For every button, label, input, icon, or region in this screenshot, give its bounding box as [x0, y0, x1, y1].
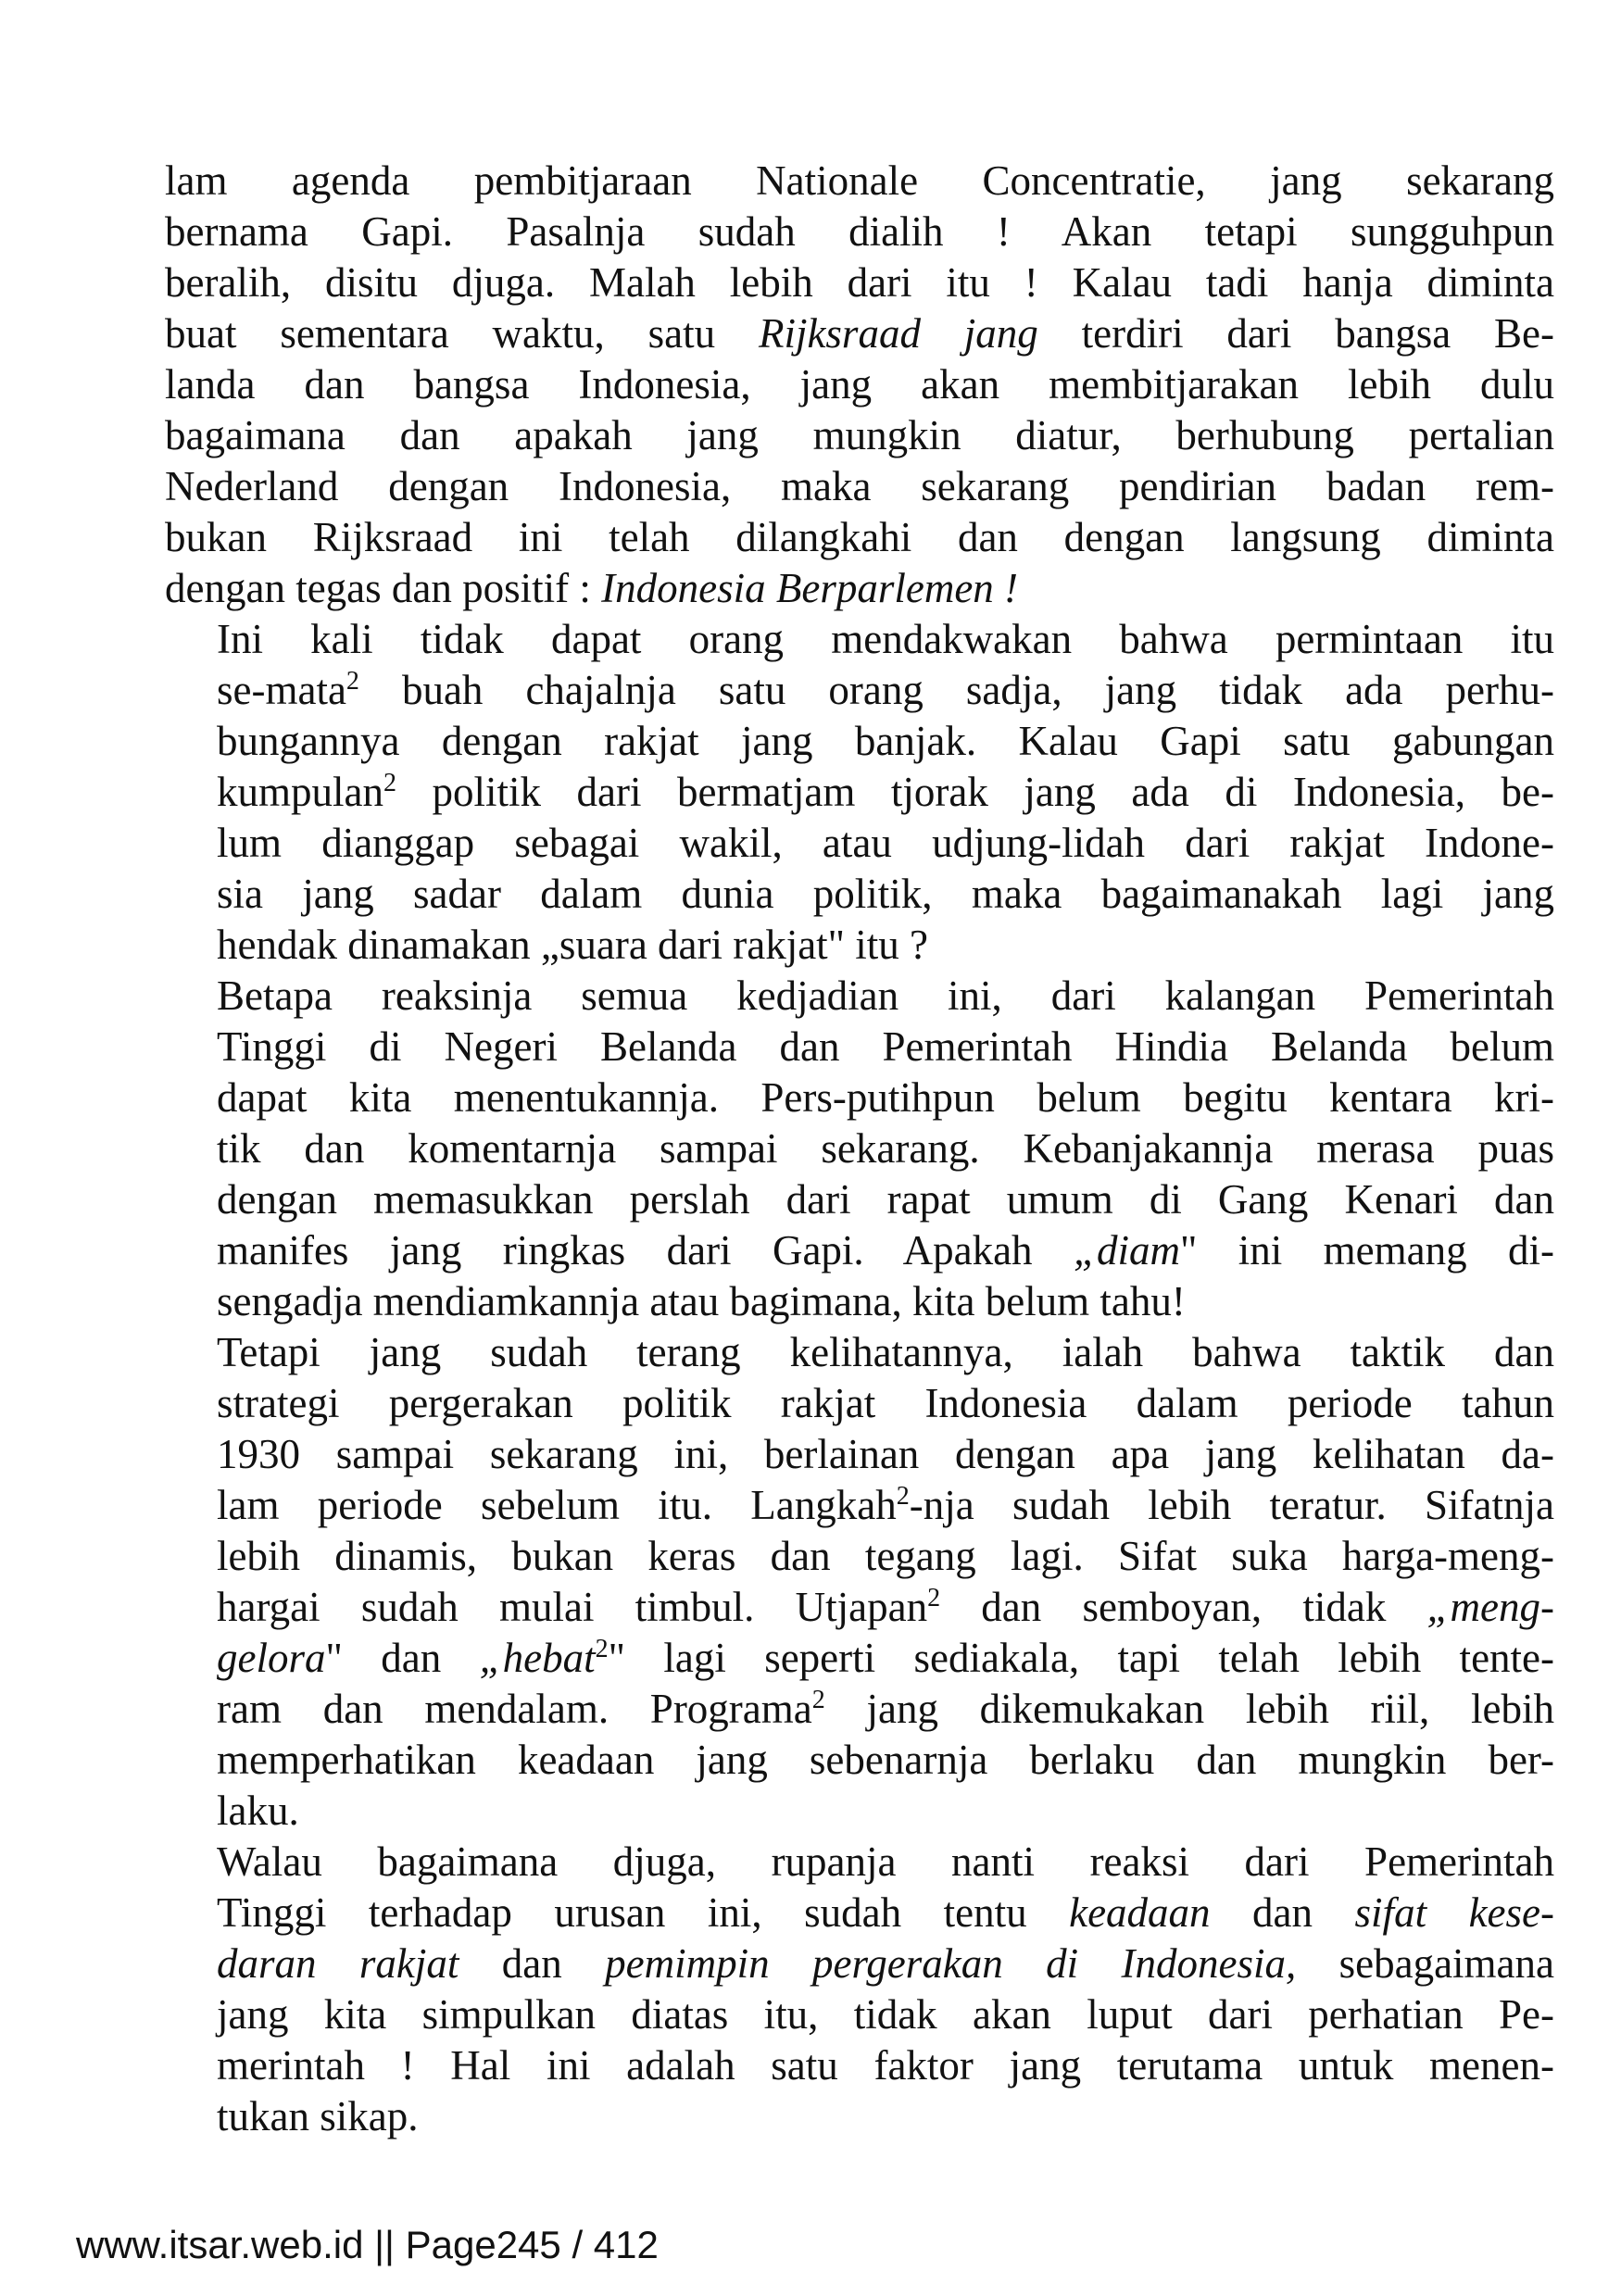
- superscript: 2: [595, 1635, 609, 1663]
- superscript: 2: [811, 1686, 825, 1714]
- text-run: bernama Gapi. Pasalnja sudah dialih ! Akan tetapi sungguhpun: [165, 208, 1554, 255]
- text-run: lam periode sebelum itu. Langkah: [217, 1482, 897, 1528]
- text-run: sia jang sadar dalam dunia politik, maka bagaimanakah lagi jang: [217, 871, 1554, 917]
- text-run: terdiri dari bangsa Be-: [1037, 310, 1555, 357]
- text-run: 1930 sampai sekarang ini, berlainan dengan apa jang kelihatan da-: [217, 1431, 1554, 1477]
- text-run: jang kita simpulkan diatas itu, tidak akan luput dari perhatian Pe-: [217, 1991, 1554, 2038]
- text-run: Tetapi jang sudah terang kelihatannya, ialah bahwa taktik dan: [217, 1329, 1554, 1375]
- text-run: lum dianggap sebagai wakil, atau udjung-lidah dari rakjat Indone-: [217, 820, 1554, 866]
- superscript: 2: [383, 769, 396, 797]
- text-line: [165, 1276, 1554, 1327]
- text-line: [165, 257, 1554, 308]
- text-run: dengan memasukkan perslah dari rapat umum di Gang Kenari dan: [217, 1176, 1554, 1223]
- text-line: [165, 716, 1554, 767]
- text-run: buat sementara waktu, satu: [165, 310, 759, 357]
- text-line: [165, 818, 1554, 869]
- text-line: [165, 1174, 1554, 1225]
- text-line: [165, 665, 1554, 716]
- text-run: politik dari bermatjam tjorak jang ada di Indonesia, be-: [396, 769, 1554, 815]
- text-line: [165, 156, 1554, 207]
- text-run: lam agenda pembitjaraan Nationale Concentratie, jang sekarang: [165, 157, 1554, 204]
- paragraph: [165, 156, 1554, 614]
- text-run: " lagi seperti sediakala, tapi telah lebih tente-: [608, 1635, 1554, 1681]
- text-run: dan: [459, 1940, 606, 1987]
- text-run: strategi pergerakan politik rakjat Indonesia dalam periode tahun: [217, 1380, 1554, 1426]
- text-run: -nja sudah lebih teratur. Sifatnja: [909, 1482, 1554, 1528]
- text-run: Tinggi terhadap urusan ini, sudah tentu: [217, 1889, 1070, 1936]
- text-line: [165, 1480, 1554, 1531]
- text-run: se-mata: [217, 667, 346, 713]
- text-run: memperhatikan keadaan jang sebenarnja berlaku dan mungkin ber-: [217, 1737, 1554, 1783]
- text-run: buah chajalnja satu orang sadja, jang tidak ada perhu-: [358, 667, 1554, 713]
- text-run: hendak dinamakan „suara dari rakjat" itu ?: [217, 922, 929, 968]
- text-line: [165, 1735, 1554, 1786]
- text-run: hargai sudah mulai timbul. Utjapan: [217, 1584, 928, 1630]
- text-line: [165, 1888, 1554, 1938]
- text-line: [165, 2040, 1554, 2091]
- text-line: [165, 2091, 1554, 2142]
- text-line: [165, 359, 1554, 410]
- text-line: [165, 461, 1554, 512]
- text-run: sengadja mendiamkannja atau bagimana, kita belum tahu!: [217, 1278, 1186, 1324]
- text-run: kumpulan: [217, 769, 383, 815]
- italic-text: keadaan: [1069, 1889, 1211, 1936]
- paragraph: [165, 1327, 1554, 1837]
- text-line: [165, 1837, 1554, 1888]
- text-run: Walau bagaimana djuga, rupanja nanti reaksi dari Pemerintah: [217, 1838, 1554, 1885]
- text-run: tik dan komentarnja sampai sekarang. Kebanjakannja merasa puas: [217, 1125, 1554, 1172]
- text-run: dapat kita menentukannja. Pers-putihpun belum begitu kentara kri-: [217, 1074, 1554, 1121]
- text-line: [165, 1022, 1554, 1073]
- text-line: [165, 920, 1554, 971]
- paragraph: [165, 614, 1554, 971]
- italic-text: gelora: [217, 1635, 326, 1681]
- text-run: jang dikemukakan lebih riil, lebih: [824, 1686, 1554, 1732]
- text-line: [165, 1225, 1554, 1276]
- text-line: [165, 1429, 1554, 1480]
- text-line: [165, 1989, 1554, 2040]
- text-run: landa dan bangsa Indonesia, jang akan membitjarakan lebih dulu: [165, 361, 1554, 408]
- italic-text: Indonesia Berparlemen !: [601, 565, 1019, 611]
- text-line: [165, 207, 1554, 257]
- text-line: [165, 1582, 1554, 1633]
- text-run: Tinggi di Negeri Belanda dan Pemerintah Hindia Belanda belum: [217, 1023, 1554, 1070]
- text-line: [165, 1633, 1554, 1684]
- text-line: [165, 971, 1554, 1022]
- text-line: [165, 563, 1554, 614]
- superscript: 2: [346, 667, 359, 696]
- italic-text: sifat kese-: [1354, 1889, 1554, 1936]
- text-line: [165, 308, 1554, 359]
- text-line: [165, 767, 1554, 818]
- paragraph: [165, 971, 1554, 1327]
- text-run: dan: [1210, 1889, 1355, 1936]
- text-run: bukan Rijksraad ini telah dilangkahi dan dengan langsung diminta: [165, 514, 1554, 560]
- text-run: sebagaimana: [1296, 1940, 1554, 1987]
- text-run: manifes jang ringkas dari Gapi. Apakah: [217, 1227, 1074, 1273]
- text-line: [165, 1073, 1554, 1123]
- italic-text: Rijksraad jang: [758, 310, 1038, 357]
- text-line: [165, 512, 1554, 563]
- text-line: [165, 1938, 1554, 1989]
- text-run: ram dan mendalam. Programa: [217, 1686, 812, 1732]
- text-run: bungannya dengan rakjat jang banjak. Kalau Gapi satu gabungan: [217, 718, 1554, 764]
- page-footer: www.itsar.web.id || Page245 / 412: [76, 2223, 659, 2266]
- italic-text: daran rakjat: [217, 1940, 459, 1987]
- text-line: [165, 1786, 1554, 1837]
- text-line: [165, 1531, 1554, 1582]
- superscript: 2: [896, 1482, 910, 1511]
- text-run: beralih, disitu djuga. Malah lebih dari itu ! Kalau tadi hanja diminta: [165, 259, 1554, 306]
- text-run: dan semboyan, tidak: [940, 1584, 1427, 1630]
- italic-text: „hebat: [479, 1635, 596, 1681]
- italic-text: „meng-: [1426, 1584, 1554, 1630]
- text-line: [165, 410, 1554, 461]
- text-run: Betapa reaksinja semua kedjadian ini, dari kalangan Pemerintah: [217, 972, 1554, 1019]
- text-run: Ini kali tidak dapat orang mendakwakan bahwa permintaan itu: [217, 616, 1554, 662]
- text-line: [165, 1378, 1554, 1429]
- text-run: tukan sikap.: [217, 2093, 419, 2139]
- body-text: [165, 156, 1554, 2142]
- text-line: [165, 1684, 1554, 1735]
- superscript: 2: [927, 1584, 941, 1612]
- text-run: Nederland dengan Indonesia, maka sekarang pendirian badan rem-: [165, 463, 1554, 509]
- text-run: merintah ! Hal ini adalah satu faktor jang terutama untuk menen-: [217, 2042, 1554, 2089]
- text-run: bagaimana dan apakah jang mungkin diatur, berhubung pertalian: [165, 412, 1554, 458]
- text-run: lebih dinamis, bukan keras dan tegang lagi. Sifat suka harga-meng-: [217, 1533, 1554, 1579]
- text-line: [165, 1327, 1554, 1378]
- text-line: [165, 1123, 1554, 1174]
- paragraph: [165, 1837, 1554, 2142]
- text-run: " dan: [325, 1635, 480, 1681]
- italic-text: pemimpin pergerakan di Indonesia,: [605, 1940, 1297, 1987]
- text-run: dengan tegas dan positif :: [165, 565, 602, 611]
- text-run: laku.: [217, 1788, 299, 1834]
- text-run: " ini memang di-: [1179, 1227, 1554, 1273]
- text-line: [165, 614, 1554, 665]
- italic-text: „diam: [1073, 1227, 1180, 1273]
- text-line: [165, 869, 1554, 920]
